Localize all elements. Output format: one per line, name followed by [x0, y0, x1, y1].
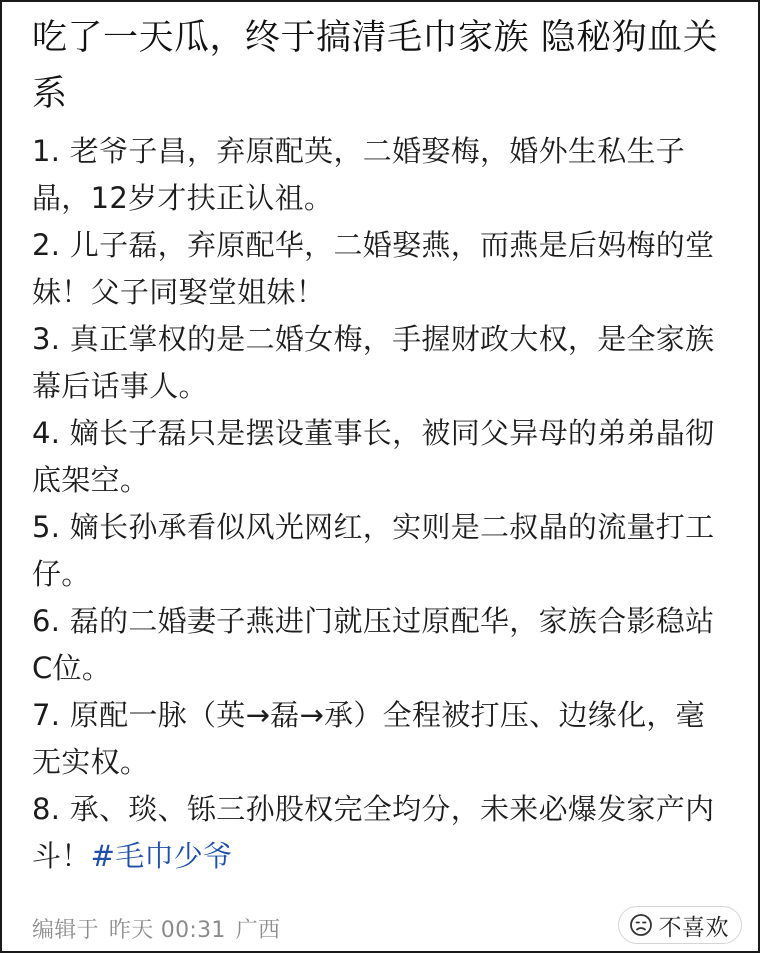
paragraph-3: 3. 真正掌权的是二婚女梅，手握财政大权，是全家族幕后话事人。: [32, 322, 715, 403]
paragraph-8-text: 8. 承、琰、铄三孙股权完全均分，未来必爆发家产内斗！: [32, 792, 715, 873]
post-meta: [32, 913, 290, 944]
paragraph-7: 7. 原配一脉（英→磊→承）全程被打压、边缘化，毫无实权。: [32, 698, 705, 779]
post-title: 吃了一天瓜，终于搞清毛巾家族 隐秘狗血关系: [32, 18, 719, 114]
post-footer: [32, 905, 742, 949]
sad-face-icon: [629, 913, 653, 937]
edited-time: 昨天 00:31: [108, 918, 226, 943]
dislike-label: 不喜欢: [658, 914, 729, 941]
post-body: [32, 128, 732, 880]
dislike-button[interactable]: [618, 906, 743, 944]
paragraph-4: 4. 嫡长子磊只是摆设董事长，被同父异母的弟弟晶彻底架空。: [32, 416, 715, 497]
edited-label: 编辑于: [32, 918, 99, 943]
paragraph-1: 1. 老爷子昌，弃原配英，二婚娶梅，婚外生私生子晶，12岁才扶正认祖。: [32, 134, 686, 215]
post-content: [32, 10, 732, 880]
hashtag-link[interactable]: #毛巾少爷: [90, 839, 233, 873]
paragraph-5: 5. 嫡长孙承看似风光网红，实则是二叔晶的流量打工仔。: [32, 510, 715, 591]
paragraph-8: [32, 786, 732, 880]
paragraph-2: 2. 儿子磊，弃原配华，二婚娶燕，而燕是后妈梅的堂妹！父子同娶堂姐妹！: [32, 228, 715, 309]
paragraph-6: 6. 磊的二婚妻子燕进门就压过原配华，家族合影稳站C位。: [32, 604, 715, 685]
location: 广西: [235, 918, 281, 943]
